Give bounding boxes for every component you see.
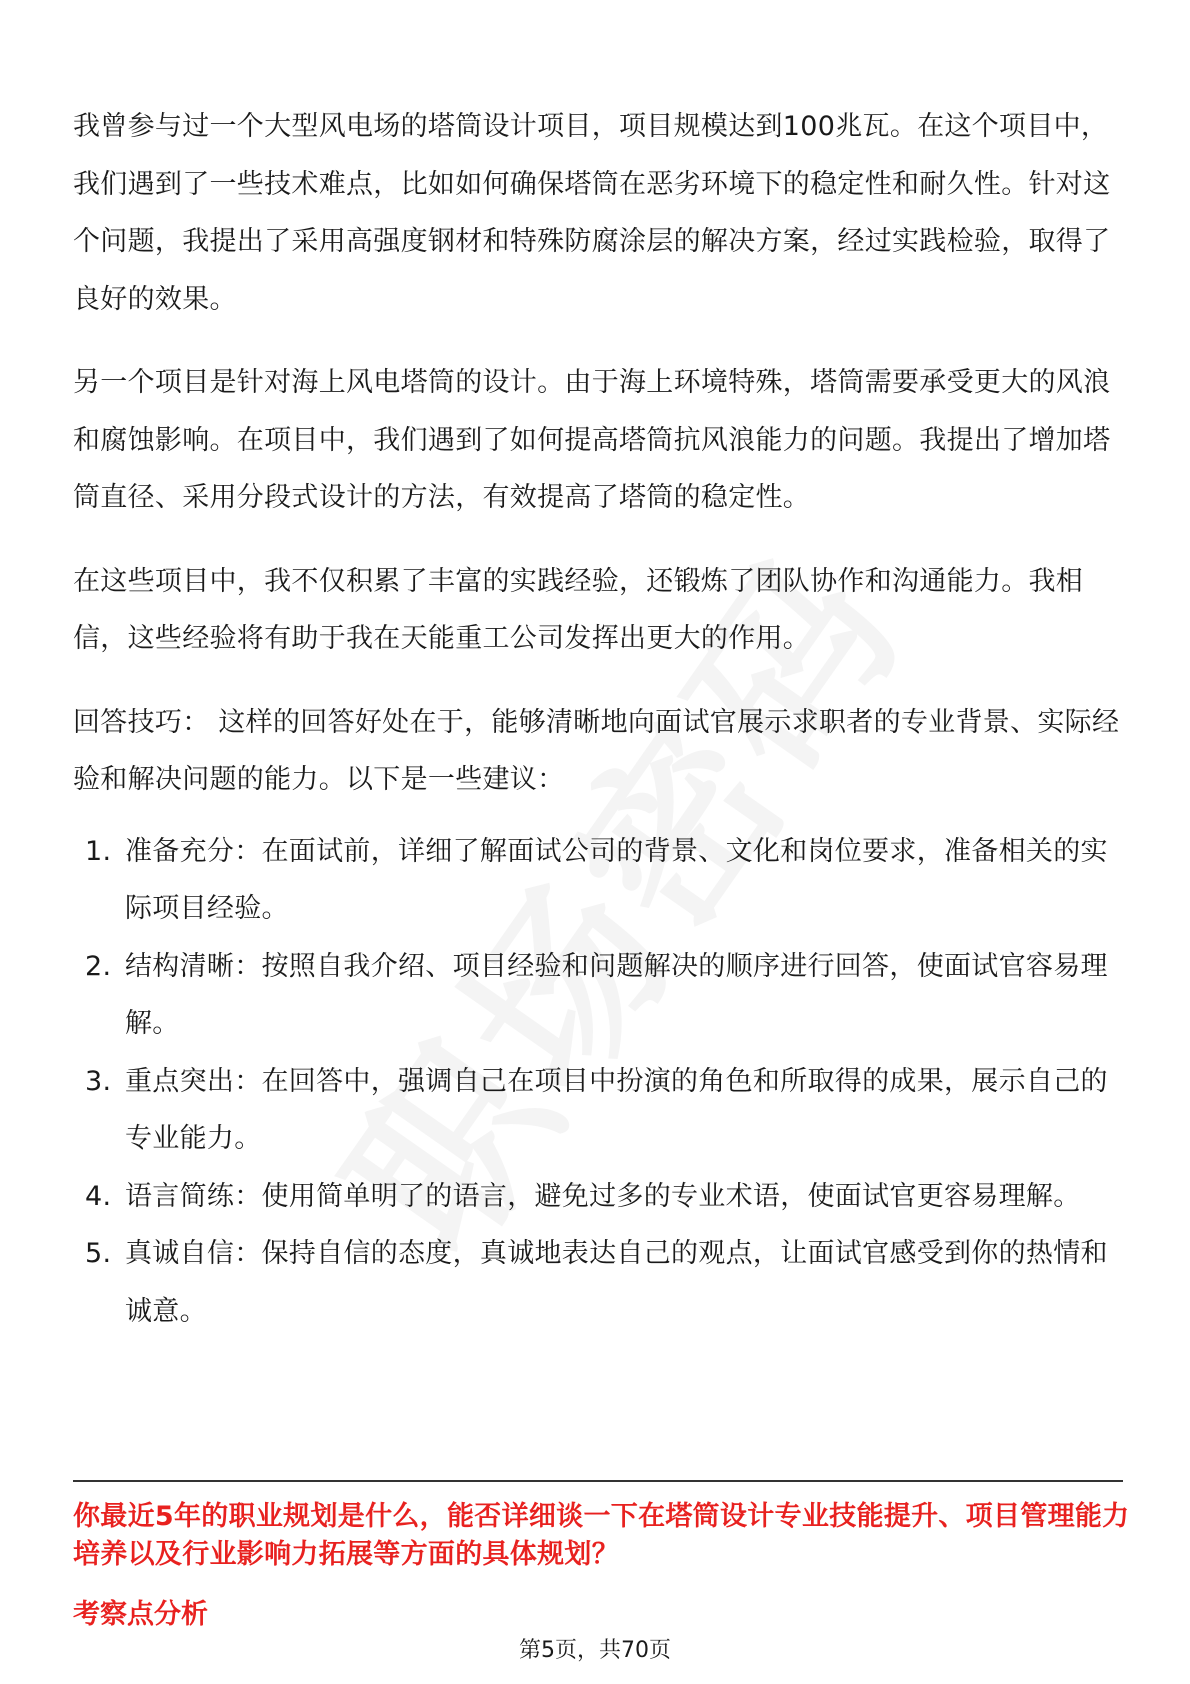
paragraph-answer-tips: 回答技巧： 这样的回答好处在于，能够清晰地向面试官展示求职者的专业背景、实际经验和解决问题的能力。以下是一些建议：: [73, 706, 1120, 795]
document-body: [73, 98, 1123, 1340]
paragraph-summary: 在这些项目中，我不仅积累了丰富的实践经验，还锻炼了团队协作和沟通能力。我相信，这些经验将有助于我在天能重工公司发挥出更大的作用。: [73, 565, 1084, 654]
list-item: [73, 1168, 1123, 1226]
list-item-number: 4.: [85, 1180, 112, 1212]
list-item-number: 3.: [85, 1065, 112, 1097]
section-divider: [73, 1480, 1123, 1482]
list-item: [73, 1053, 1123, 1168]
list-item-text: 准备充分：在面试前，详细了解面试公司的背景、文化和岗位要求，准备相关的实际项目经验。: [125, 835, 1108, 924]
section-title: 考察点分析: [73, 1599, 208, 1630]
interview-question: 你最近5年的职业规划是什么，能否详细谈一下在塔筒设计专业技能提升、项目管理能力培养以及行业影响力拓展等方面的具体规划？: [73, 1501, 1130, 1570]
paragraph-project-two: 另一个项目是针对海上风电塔筒的设计。由于海上环境特殊，塔筒需要承受更大的风浪和腐蚀影响。在项目中，我们遇到了如何提高塔筒抗风浪能力的问题。我提出了增加塔筒直径、采用分段式设计的方法，有效提高了塔筒的稳定性。: [73, 367, 1111, 513]
list-item: [73, 938, 1123, 1053]
list-item-number: 2.: [85, 950, 112, 982]
list-item: [73, 1225, 1123, 1340]
list-item-text: 真诚自信：保持自信的态度，真诚地表达自己的观点，让面试官感受到你的热情和诚意。: [125, 1238, 1108, 1327]
list-item-text: 语言简练：使用简单明了的语言，避免过多的专业术语，使面试官更容易理解。: [125, 1180, 1081, 1212]
list-item-text: 重点突出：在回答中，强调自己在项目中扮演的角色和所取得的成果，展示自己的专业能力。: [125, 1065, 1108, 1154]
list-item: [73, 823, 1123, 938]
page-number: 第5页，共70页: [519, 1638, 671, 1663]
list-item-text: 结构清晰：按照自我介绍、项目经验和问题解决的顺序进行回答，使面试官容易理解。: [125, 950, 1108, 1039]
tips-list: [73, 823, 1123, 1341]
list-item-number: 1.: [85, 835, 112, 867]
paragraph-project-one: 我曾参与过一个大型风电场的塔筒设计项目，项目规模达到100兆瓦。在这个项目中，我们遇到了一些技术难点，比如如何确保塔筒在恶劣环境下的稳定性和耐久性。针对这个问题，我提出了采用高强度钢材和特殊防腐涂层的解决方案，经过实践检验，取得了良好的效果。: [73, 111, 1111, 315]
list-item-number: 5.: [85, 1238, 112, 1269]
